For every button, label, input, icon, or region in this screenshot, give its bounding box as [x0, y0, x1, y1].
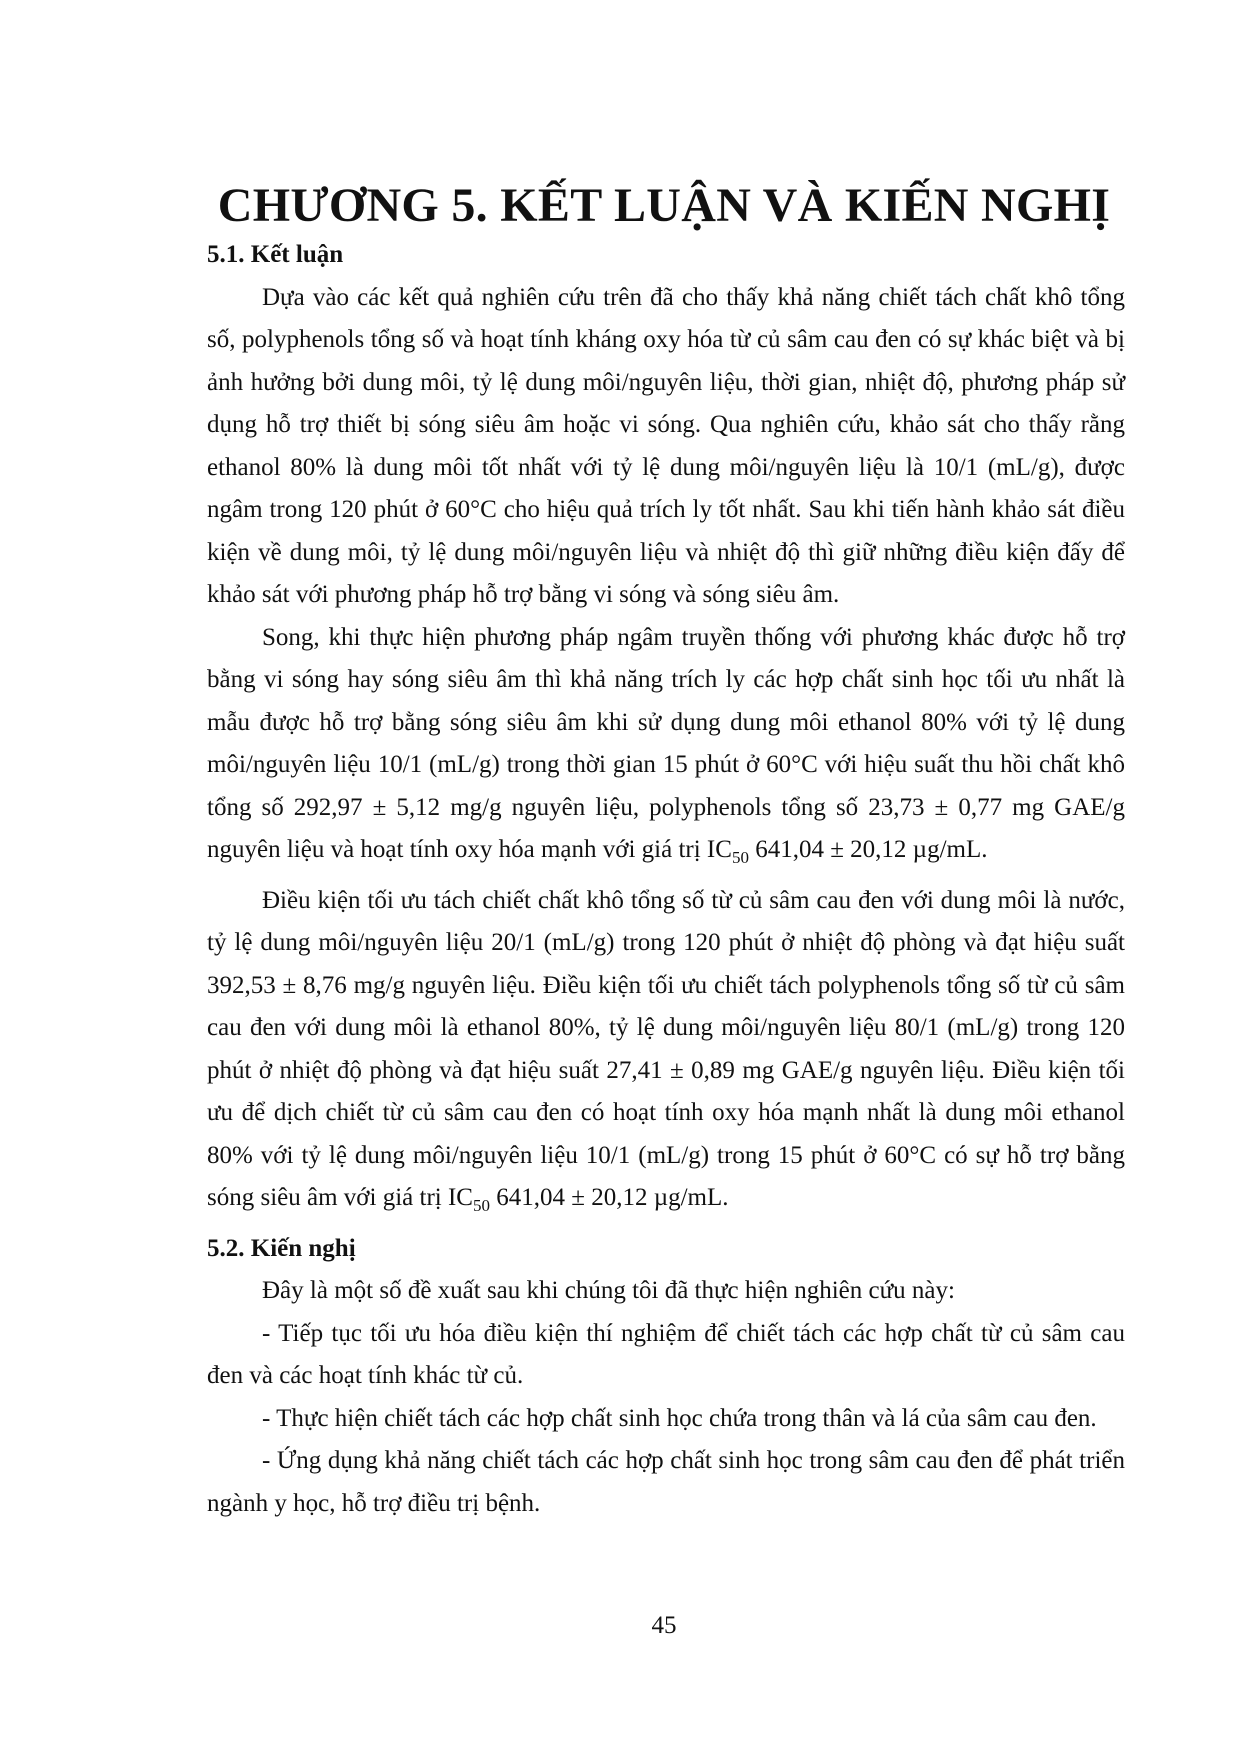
subscript: 50 — [472, 1196, 490, 1215]
recommendation-item: - Thực hiện chiết tách các hợp chất sinh học chứa trong thân và lá của sâm cau đen. — [262, 1404, 1097, 1432]
paragraph-text: Điều kiện tối ưu tách chiết chất khô tổng số từ củ sâm cau đen với dung môi là nước, tỷ lệ dung môi/nguyên liệu 20/1 (mL/g) trong 120 phút ở nhiệt độ phòng và đạt hiệu suất 392,53 ± 8,76 mg/g nguyên liệu. Điều kiện tối ưu chiết tách polyphenols tổng số từ củ sâm cau đen với dung môi là ethanol 80%, tỷ lệ dung môi/nguyên liệu 80/1 (mL/g) trong 120 phút ở nhiệt độ phòng và đạt hiệu suất 27,41 ± 0,89 mg GAE/g nguyên liệu. Điều kiện tối ưu để dịch chiết từ củ sâm cau đen có hoạt tính oxy hóa mạnh nhất là dung môi ethanol 80% với tỷ lệ dung môi/nguyên liệu 10/1 (mL/g) trong 15 phút ở 60°C có sự hỗ trợ bằng sóng siêu âm với giá trị IC — [207, 886, 1125, 1211]
recommendation-intro: Đây là một số đề xuất sau khi chúng tôi đã thực hiện nghiên cứu này: — [262, 1277, 955, 1304]
paragraph-text: Song, khi thực hiện phương pháp ngâm truyền thống với phương khác được hỗ trợ bằng vi sóng hay sóng siêu âm thì khả năng trích ly các hợp chất sinh học tối ưu nhất là mẫu được hỗ trợ bằng sóng siêu âm khi sử dụng dung môi ethanol 80% với tỷ lệ dung môi/nguyên liệu 10/1 (mL/g) trong thời gian 15 phút ở 60°C với hiệu suất thu hồi chất khô tổng số 292,97 ± 5,12 mg/g nguyên liệu, polyphenols tổng số 23,73 ± 0,77 mg GAE/g nguyên liệu và hoạt tính oxy hóa mạnh với giá trị IC — [207, 623, 1125, 863]
recommendation-item: - Ứng dụng khả năng chiết tách các hợp chất sinh học trong sâm cau đen để phát triển ngành y học, hỗ trợ điều trị bệnh. — [207, 1447, 1125, 1517]
conclusion-paragraph-1: Dựa vào các kết quả nghiên cứu trên đã cho thấy khả năng chiết tách chất khô tổng số, polyphenols tổng số và hoạt tính kháng oxy hóa từ củ sâm cau đen có sự khác biệt và bị ảnh hưởng bởi dung môi, tỷ lệ dung môi/nguyên liệu, thời gian, nhiệt độ, phương pháp sử dụng hỗ trợ thiết bị sóng siêu âm hoặc vi sóng. Qua nghiên cứu, khảo sát cho thấy rằng ethanol 80% là dung môi tốt nhất với tỷ lệ dung môi/nguyên liệu là 10/1 (mL/g), được ngâm trong 120 phút ở 60°C cho hiệu quả trích ly tốt nhất. Sau khi tiến hành khảo sát điều kiện về dung môi, tỷ lệ dung môi/nguyên liệu và nhiệt độ thì giữ những điều kiện đấy để khảo sát với phương pháp hỗ trợ bằng vi sóng và sóng siêu âm. — [207, 283, 1125, 608]
conclusion-paragraph-3 — [207, 880, 1125, 1228]
section-heading-conclusion: 5.1. Kết luận — [207, 241, 344, 268]
conclusion-paragraph-2 — [207, 617, 1125, 880]
paragraph-text: 641,04 ± 20,12 µg/mL. — [748, 836, 988, 863]
section-heading-recommendation: 5.2. Kiến nghị — [207, 1234, 356, 1262]
page-number: 45 — [651, 1612, 677, 1639]
chapter-title: CHƯƠNG 5. KẾT LUẬN VÀ KIẾN NGHỊ — [217, 179, 1111, 232]
subscript: 50 — [731, 848, 749, 867]
recommendation-item: - Tiếp tục tối ưu hóa điều kiện thí nghiệm để chiết tách các hợp chất từ củ sâm cau đen và các hoạt tính khác từ củ. — [207, 1319, 1125, 1389]
paragraph-text: 641,04 ± 20,12 µg/mL. — [489, 1184, 729, 1211]
page-content — [207, 234, 1125, 1525]
